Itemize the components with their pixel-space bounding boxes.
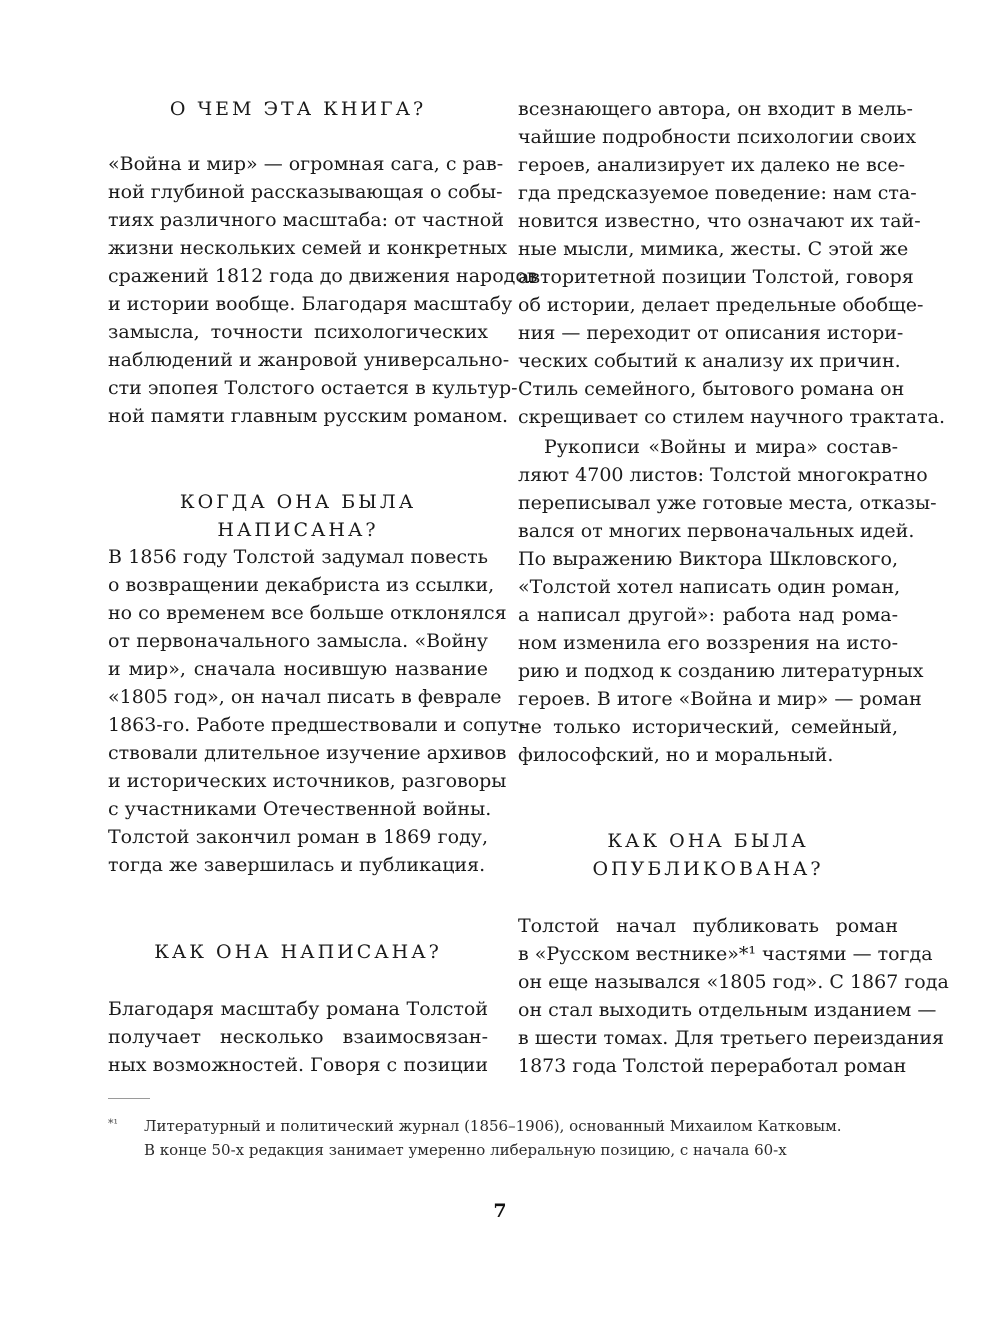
text-line: Толстой закончил роман в 1869 году, <box>108 826 488 848</box>
text-line: переписывал уже готовые места, отказы- <box>518 492 937 514</box>
text-line: Рукописи «Войны и мира» состав- <box>544 436 898 458</box>
footnote-marker: *¹ <box>108 1117 118 1130</box>
text-line: «Толстой хотел написать один роман, <box>518 576 901 598</box>
text-line: авторитетной позиции Толстой, говоря <box>518 266 914 288</box>
text-line: 1873 года Толстой переработал роман <box>518 1055 907 1077</box>
text-line: замысла, точности психологических <box>108 321 488 343</box>
text-line: о возвращении декабриста из ссылки, <box>108 574 495 596</box>
text-line: всезнающего автора, он входит в мель- <box>518 98 913 120</box>
text-line: скрещивает со стилем научного трактата. <box>518 406 945 428</box>
text-line: Благодаря масштабу романа Толстой <box>108 998 488 1020</box>
text-line: об истории, делает предельные обобще- <box>518 294 924 316</box>
text-line: и мир», сначала носившую название <box>108 658 488 680</box>
text-line: ческих событий к анализу их причин. <box>518 350 901 372</box>
text-line: «1805 год», он начал писать в феврале <box>108 686 502 708</box>
heading-how-published-line-2: ОПУБЛИКОВАНА? <box>592 858 824 880</box>
text-line: вался от многих первоначальных идей. <box>518 520 915 542</box>
text-line: ной памяти главным русским романом. <box>108 405 509 427</box>
text-line: гда предсказуемое поведение: нам ста- <box>518 182 917 204</box>
text-line: жизни нескольких семей и конкретных <box>108 237 508 259</box>
heading-what-is-book: О ЧЕМ ЭТА КНИГА? <box>169 98 427 120</box>
text-line: ной глубиной рассказывающая о собы- <box>108 181 503 203</box>
heading-when-written: КОГДА ОНА БЫЛА НАПИСАНА? <box>179 491 417 541</box>
text-line: тиях различного масштаба: от частной <box>108 209 504 231</box>
text-line: ные мысли, мимика, жесты. С этой же <box>518 238 909 260</box>
text-line: в «Русском вестнике»*¹ частями — тогда <box>518 943 933 965</box>
text-line: он стал выходить отдельным изданием — <box>518 999 937 1021</box>
text-line: тогда же завершилась и публикация. <box>108 854 486 876</box>
text-line: рию и подход к созданию литературных <box>518 660 924 682</box>
text-line: героев, анализирует их далеко не все- <box>518 154 906 176</box>
text-line: В 1856 году Толстой задумал повесть <box>108 546 488 568</box>
text-line: с участниками Отечественной войны. <box>108 798 492 820</box>
text-line: ных возможностей. Говоря с позиции <box>108 1054 488 1076</box>
text-line: ном изменила его воззрения на исто- <box>518 632 898 654</box>
text-line: «Война и мир» — огромная сага, с рав- <box>108 153 504 175</box>
text-line: ния — переходит от описания истори- <box>518 322 904 344</box>
text-line: и истории вообще. Благодаря масштабу <box>108 293 513 315</box>
text-line: от первоначального замысла. «Войну <box>108 630 488 652</box>
text-line: чайшие подробности психологии своих <box>518 126 917 148</box>
text-line: новится известно, что означают их тай- <box>518 210 921 232</box>
text-line: в шести томах. Для третьего переиздания <box>518 1027 945 1049</box>
text-line: По выражению Виктора Шкловского, <box>518 548 898 570</box>
text-line: сти эпопея Толстого остается в культур- <box>108 377 518 399</box>
text-line: героев. В итоге «Война и мир» — роман <box>518 688 922 710</box>
heading-how-published-line-1: КАК ОНА БЫЛА <box>607 830 809 852</box>
footnote-divider <box>108 1098 150 1099</box>
text-line: но со временем все больше отклонялся <box>108 602 507 624</box>
footnote-text-line: Литературный и политический журнал (1856–1906), основанный Михаилом Катковым. <box>144 1117 842 1135</box>
text-line: сражений 1812 года до движения народов <box>108 265 538 287</box>
text-line: философский, но и моральный. <box>518 744 834 766</box>
heading-how-written: КАК ОНА НАПИСАНА? <box>154 941 442 963</box>
text-line: не только исторический, семейный, <box>518 716 898 738</box>
text-line: 1863-го. Работе предшествовали и сопут- <box>108 714 526 736</box>
text-line: ляют 4700 листов: Толстой многократно <box>518 464 928 486</box>
text-line: Стиль семейного, бытового романа он <box>518 378 905 400</box>
text-line: наблюдений и жанровой универсально- <box>108 349 510 371</box>
text-line: Толстой начал публиковать роман <box>518 915 898 937</box>
text-line: и исторических источников, разговоры <box>108 770 507 792</box>
text-line: а написал другой»: работа над рома- <box>518 604 898 626</box>
text-line: ствовали длительное изучение архивов <box>108 742 507 764</box>
text-line: получает несколько взаимосвязан- <box>108 1026 488 1048</box>
page-number: 7 <box>493 1200 507 1222</box>
footnote-text-line: В конце 50-х редакция занимает умеренно либеральную позицию, с начала 60-х <box>144 1141 787 1159</box>
text-line: он еще назывался «1805 год». С 1867 года <box>518 971 949 993</box>
